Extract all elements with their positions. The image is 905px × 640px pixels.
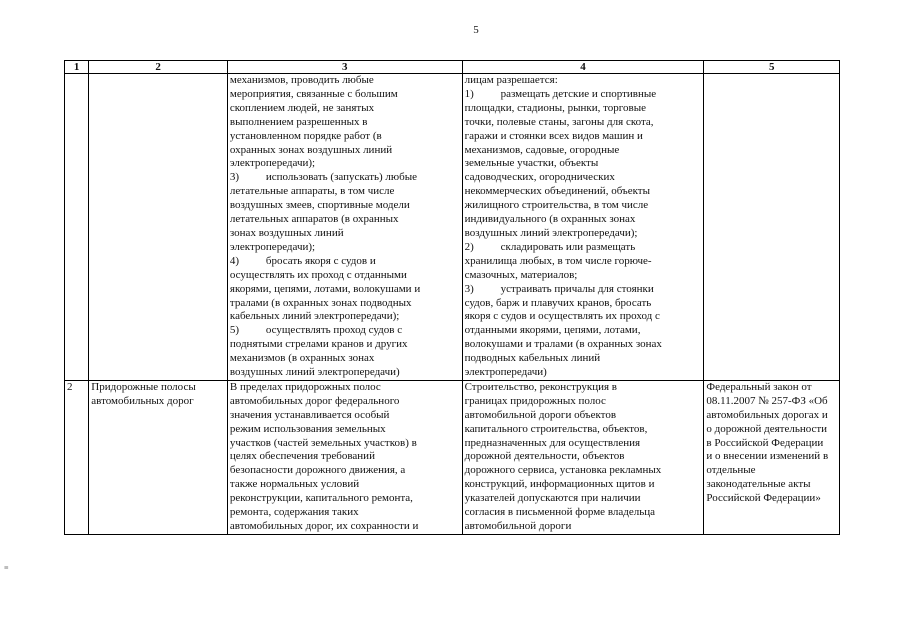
- row2-col3: [227, 380, 462, 534]
- cell-line: хранилища любых, в том числе горюче-: [464, 254, 652, 267]
- cell-line: подводных кабельных линий: [464, 352, 601, 365]
- cell-line: гаражи и стоянки всех видов машин и: [464, 129, 643, 142]
- cell-line: капитального строительства, объектов,: [464, 422, 648, 435]
- cell-line: 4) бросать якоря с судов и: [229, 254, 376, 267]
- cell-line: также нормальных условий: [229, 478, 360, 491]
- cell-line: тралами (в охранных зонах подводных: [229, 296, 412, 309]
- table-row: [65, 74, 840, 381]
- header-col-5: 5: [704, 61, 840, 74]
- cell-line: режим использования земельных: [229, 422, 386, 435]
- row1-col4: [462, 74, 704, 381]
- cell-line: воздушных змеев, спортивные модели: [229, 199, 410, 212]
- cell-line: якорями, цепями, лотами, волокушами и: [229, 282, 421, 295]
- cell-line: Строительство, реконструкция в: [464, 380, 617, 393]
- header-col-4: 4: [462, 61, 704, 74]
- cell-line: 08.11.2007 № 257-ФЗ «Об: [706, 394, 828, 407]
- row1-col2: [89, 74, 228, 381]
- cell-line: законодательные акты: [706, 478, 811, 491]
- cell-line: индивидуального (в охранных зонах: [464, 213, 636, 226]
- cell-line: мероприятия, связанные с большим: [229, 87, 398, 100]
- cell-line: летательные аппараты, в том числе: [229, 185, 395, 198]
- cell-line: некоммерческих объединений, объекты: [464, 185, 650, 198]
- cell-line: автомобильных дорог, их сохранности и: [229, 520, 419, 532]
- cell-line: в Российской Федерации: [706, 436, 824, 449]
- cell-line: установленном порядке работ (в: [229, 129, 382, 142]
- cell-line: Придорожные полосы: [91, 380, 196, 393]
- cell-line: судов, барж и плавучих кранов, бросать: [464, 296, 652, 309]
- cell-line: механизмов, проводить любые: [229, 74, 374, 86]
- cell-line: безопасности дорожного движения, а: [229, 464, 406, 477]
- cell-line: 5) осуществлять проход судов с: [229, 324, 403, 337]
- table-row: [65, 380, 840, 534]
- cell-line: электропередачи): [464, 366, 547, 379]
- cell-line: предназначенных для осуществления: [464, 436, 641, 449]
- header-row: [65, 61, 840, 74]
- cell-line: Федеральный закон от: [706, 380, 812, 393]
- row1-col5: [704, 74, 840, 381]
- cell-line: границах придорожных полос: [464, 394, 606, 407]
- cell-line: выполнением разрешенных в: [229, 115, 368, 128]
- cell-line: электропередачи);: [229, 240, 316, 253]
- cell-line: механизмов (в охранных зонах: [229, 352, 375, 365]
- cell-line: реконструкции, капитального ремонта,: [229, 492, 413, 505]
- cell-line: дорожного сервиса, установка рекламных: [464, 464, 662, 477]
- cell-line: целях обеспечения требований: [229, 450, 375, 463]
- cell-line: указателей допускаются при наличии: [464, 492, 641, 505]
- cell-line: зонах воздушных линий: [229, 226, 344, 239]
- cell-line: 1) размещать детские и спортивные: [464, 87, 657, 100]
- header-col-1: 1: [65, 61, 89, 74]
- row1-col3: [227, 74, 462, 381]
- row2-col4: [462, 380, 704, 534]
- row2-col5: [704, 380, 840, 534]
- cell-line: автомобильных дорог федерального: [229, 394, 400, 407]
- cell-line: скоплением людей, не занятых: [229, 101, 375, 114]
- regulation-table: [64, 60, 840, 535]
- cell-line: площадки, стадионы, рынки, торговые: [464, 101, 647, 114]
- page-number: 5: [473, 24, 479, 36]
- cell-line: воздушных линий электропередачи): [229, 366, 400, 379]
- cell-line: поднятыми стрелами кранов и других: [229, 338, 408, 351]
- cell-line: о дорожной деятельности: [706, 422, 828, 435]
- cell-line: автомобильной дороги объектов: [464, 408, 617, 421]
- cell-line: механизмов, садовые, огородные: [464, 143, 620, 156]
- cell-line: смазочных, материалов;: [464, 268, 578, 281]
- cell-line: согласия в письменной форме владельца: [464, 506, 655, 519]
- cell-line: 3) устраивать причалы для стоянки: [464, 282, 654, 295]
- cell-line: летательных аппаратов (в охранных: [229, 213, 399, 226]
- cell-line: участков (частей земельных участков) в: [229, 436, 417, 449]
- cell-line: Российской Федерации»: [706, 492, 821, 505]
- cell-line: автомобильной дороги: [464, 520, 572, 532]
- cell-line: отданными якорями, цепями, лотами,: [464, 324, 641, 337]
- row1-col1: [65, 74, 89, 381]
- header-col-2: 2: [89, 61, 228, 74]
- cell-line: якоря с судов и осуществлять их проход с: [464, 310, 660, 323]
- cell-line: волокушами и тралами (в охранных зонах: [464, 338, 662, 351]
- cell-line: электропередачи);: [229, 157, 316, 170]
- cell-line: значения устанавливается особый: [229, 408, 390, 421]
- header-col-3: 3: [227, 61, 462, 74]
- cell-line: автомобильных дорог: [91, 394, 194, 407]
- cell-line: дорожной деятельности, объектов: [464, 450, 625, 463]
- cell-line: отдельные: [706, 464, 756, 477]
- cell-line: 3) использовать (запускать) любые: [229, 171, 418, 184]
- cell-line: ремонта, содержания таких: [229, 506, 359, 519]
- cell-line: и о внесении изменений в: [706, 450, 829, 463]
- cell-line: В пределах придорожных полос: [229, 380, 381, 393]
- cell-line: садоводческих, огороднических: [464, 171, 615, 184]
- cell-line: точки, полевые станы, загоны для скота,: [464, 115, 654, 128]
- cell-line: жилищного строительства, в том числе: [464, 199, 649, 212]
- cell-line: осуществлять их проход с отданными: [229, 268, 407, 281]
- cell-line: земельные участки, объекты: [464, 157, 599, 170]
- cell-line: охранных зонах воздушных линий: [229, 143, 393, 156]
- cell-line: 2) складировать или размещать: [464, 240, 636, 253]
- cell-line: воздушных линий электропередачи);: [464, 226, 638, 239]
- row2-col1: 2: [65, 380, 89, 534]
- cell-line: автомобильных дорогах и: [706, 408, 828, 421]
- cell-line: лицам разрешается:: [464, 74, 558, 86]
- cell-line: конструкций, информационных щитов и: [464, 478, 655, 491]
- cell-line: кабельных линий электропередачи);: [229, 310, 400, 323]
- margin-mark: ≡: [4, 563, 9, 572]
- row2-col2: [89, 380, 228, 534]
